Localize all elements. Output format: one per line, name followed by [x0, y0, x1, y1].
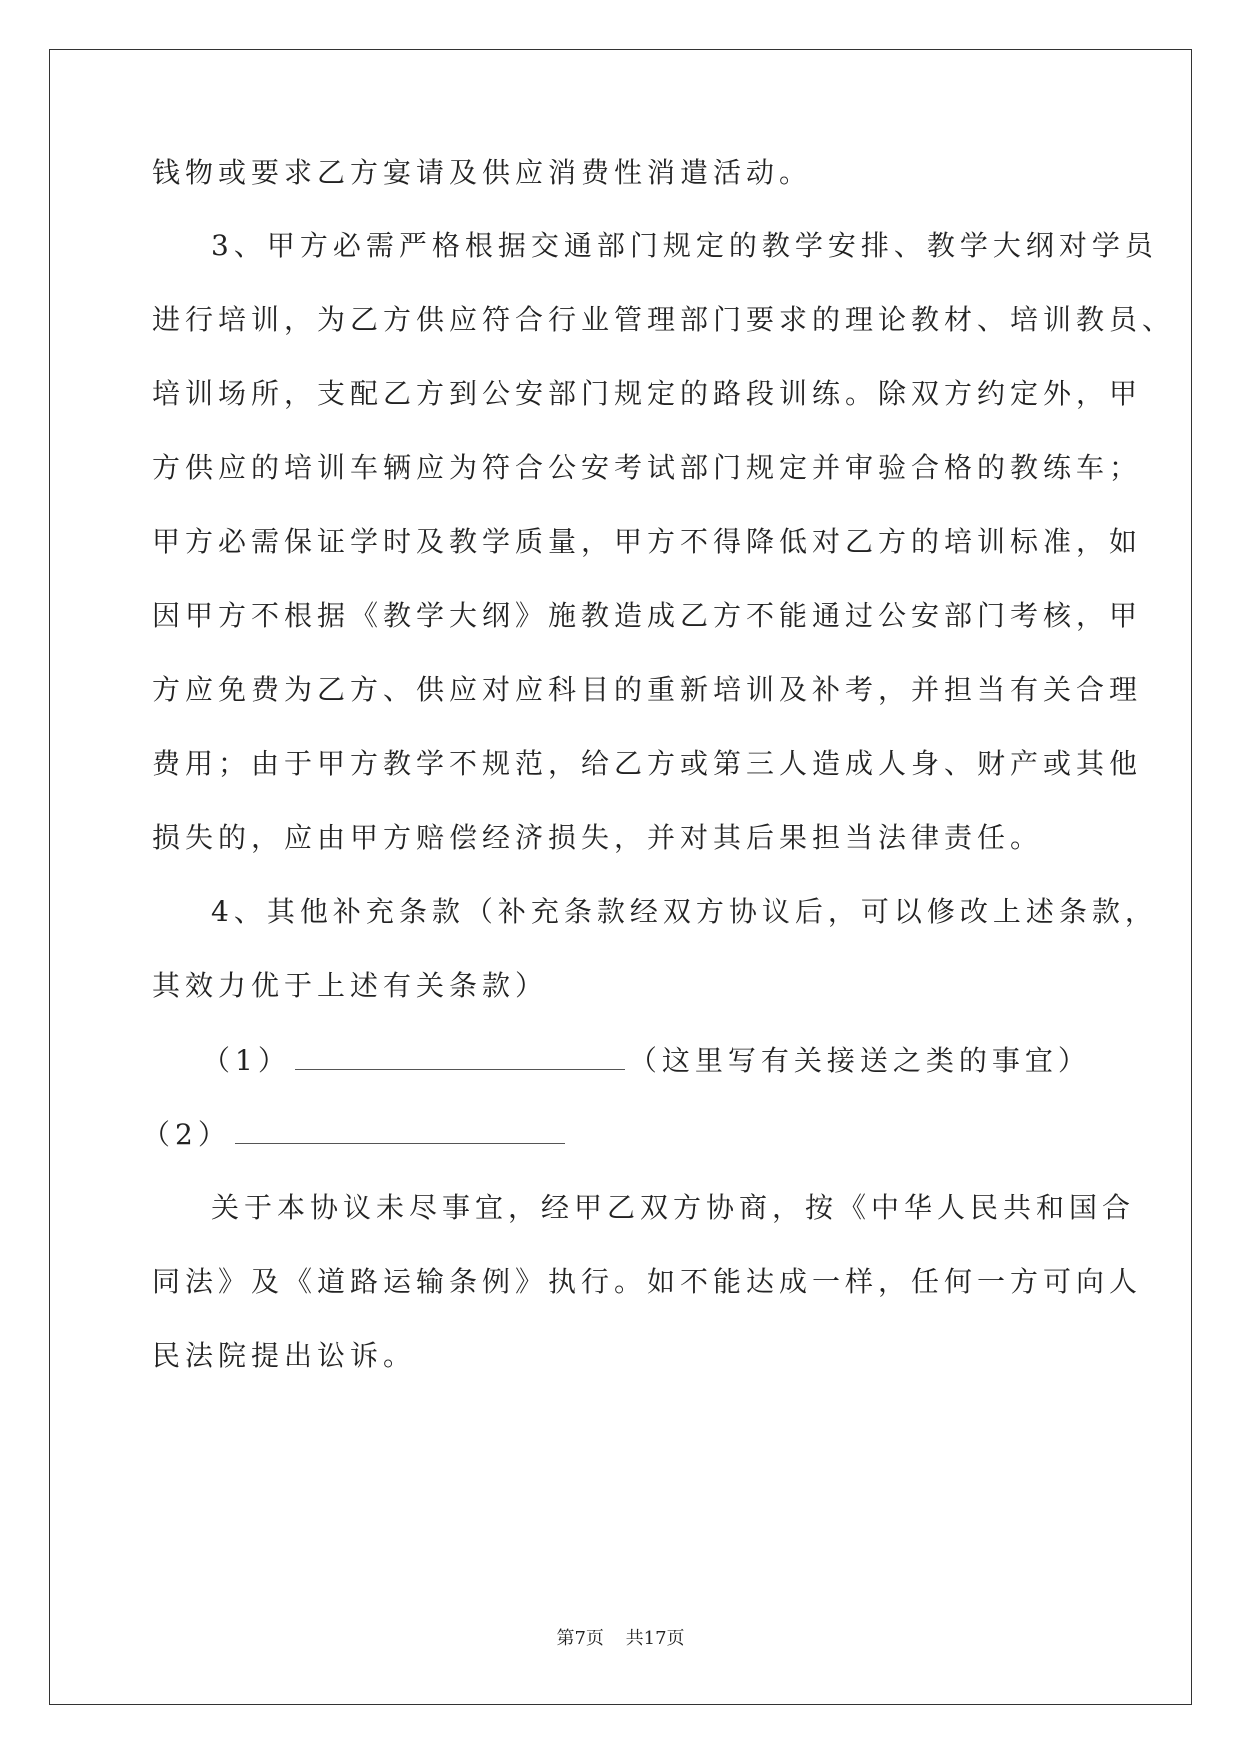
current-page: 第7页	[556, 1628, 604, 1649]
text-line: 损失的，应由甲方赔偿经济损失，并对其后果担当法律责任。	[152, 821, 1044, 854]
item-label: （2）	[142, 1118, 231, 1151]
text-line: 方应免费为乙方、供应对应科目的重新培训及补考，并担当有关合理	[152, 673, 1143, 706]
item-label: （1）	[202, 1044, 291, 1077]
text-line: 甲方必需保证学时及教学质量，甲方不得降低对乙方的培训标准，如	[152, 525, 1143, 558]
text-line: 钱物或要求乙方宴请及供应消费性消遣活动。	[152, 156, 813, 189]
text-line: 关于本协议未尽事宜，经甲乙双方协商，按《中华人民共和国合	[211, 1191, 1136, 1224]
item-note: （这里写有关接送之类的事宜）	[628, 1044, 1091, 1077]
supplement-item-2	[142, 1117, 569, 1152]
text-line: 民法院提出讼诉。	[152, 1339, 417, 1372]
total-pages: 共17页	[625, 1628, 685, 1649]
text-line: 同法》及《道路运输条例》执行。如不能达成一样，任何一方可向人	[152, 1265, 1143, 1298]
page-footer	[0, 1624, 1241, 1650]
text-line: 培训场所，支配乙方到公安部门规定的路段训练。除双方约定外，甲	[152, 377, 1143, 410]
text-line: 方供应的培训车辆应为符合公安考试部门规定并审验合格的教练车；	[152, 451, 1143, 484]
text-line: 进行培训，为乙方供应符合行业管理部门要求的理论教材、培训教员、	[152, 303, 1176, 336]
text-line: 4、其他补充条款（补充条款经双方协议后，可以修改上述条款，	[211, 895, 1158, 928]
supplement-item-1	[202, 1043, 1091, 1078]
text-line: 其效力优于上述有关条款）	[152, 969, 549, 1002]
fill-in-blank	[295, 1043, 625, 1070]
text-line: 3、甲方必需严格根据交通部门规定的教学安排、教学大纲对学员	[211, 229, 1158, 262]
text-line: 因甲方不根据《教学大纲》施教造成乙方不能通过公安部门考核，甲	[152, 599, 1143, 632]
text-line: 费用；由于甲方教学不规范，给乙方或第三人造成人身、财产或其他	[152, 747, 1143, 780]
fill-in-blank	[235, 1117, 565, 1144]
page-border	[49, 49, 1192, 1705]
